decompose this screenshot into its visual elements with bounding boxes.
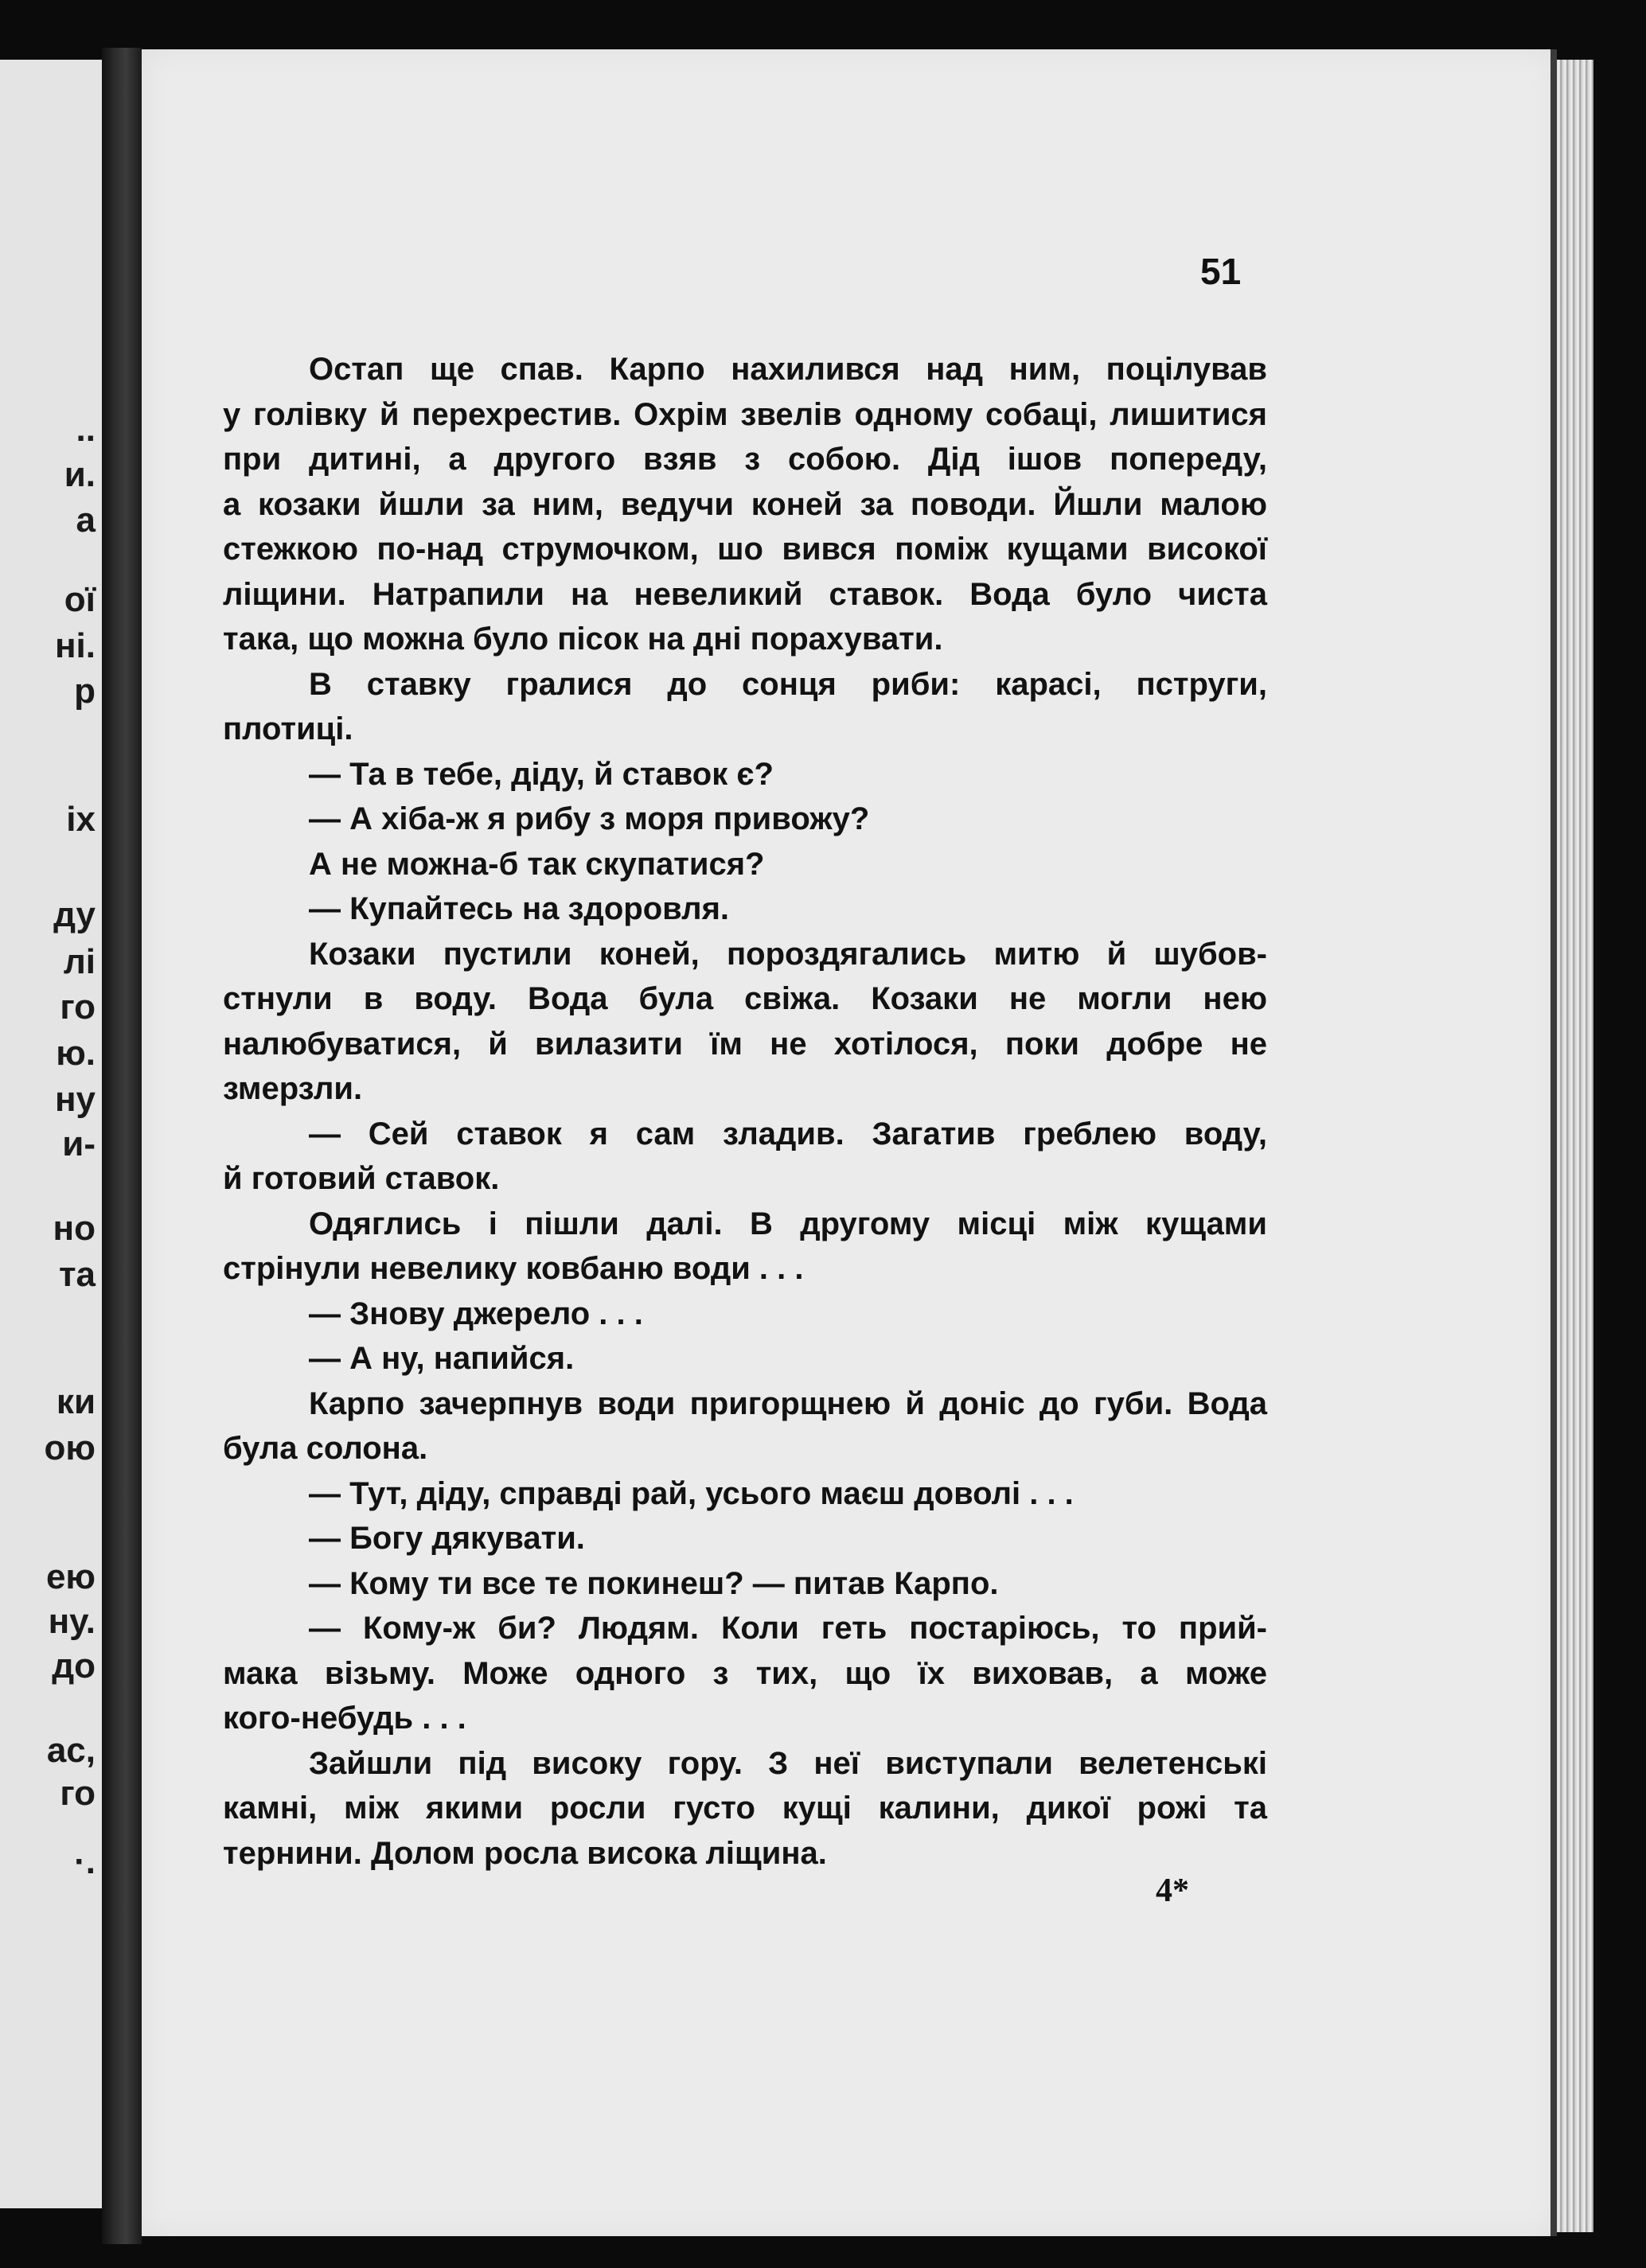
text-line: й готовий ставок. [223, 1161, 500, 1196]
previous-page-fragment: ду [53, 895, 96, 934]
previous-page-fragment: ну [54, 1080, 96, 1119]
text-line: — Знову джерело . . . [309, 1296, 643, 1331]
text-line: кого-небудь . . . [223, 1701, 466, 1736]
text-line: А не можна-б так скупатися? [309, 846, 765, 882]
previous-page-fragment: іх [66, 800, 96, 839]
previous-page-fragment: лі [63, 942, 96, 981]
previous-page-fragment: та [58, 1255, 96, 1294]
text-line: ліщини. Натрапили на невеликий ставок. Вода було чиста [223, 576, 1267, 612]
text-line: тернини. Долом росла висока ліщина. [223, 1835, 827, 1871]
text-line: плотиці. [223, 711, 353, 746]
text-line: у голівку й перехрестив. Охрім звелів одному собаці, лишитися [223, 396, 1267, 432]
text-line: Карпо зачерпнув води пригорщнею й доніс до губи. Вода [309, 1385, 1267, 1421]
text-line: а козаки йшли за ним, ведучи коней за поводи. Йшли малою [223, 486, 1267, 522]
text-line: камні, між якими росли густо кущі калини, дикої рожі та [223, 1791, 1267, 1826]
text-line: була солона. [223, 1431, 428, 1466]
previous-page-fragment: ні. [54, 626, 96, 665]
book-gutter [102, 48, 142, 2244]
previous-page-fragment: и. [64, 455, 96, 494]
text-line: Козаки пустили коней, пороздягались митю й шубов- [309, 936, 1267, 972]
previous-page-fragment: а [76, 501, 96, 540]
text-line: стрінули невелику ковбаню води . . . [223, 1251, 804, 1286]
previous-page-fragment: .. [76, 410, 96, 449]
text-line: при дитині, а другого взяв з собою. Дід ішов попереду, [223, 442, 1267, 477]
text-line: стнули в воду. Вода була свіжа. Козаки не могли нею [223, 981, 1267, 1016]
page-number: 51 [1200, 251, 1242, 292]
text-line: В ставку гралися до сонця риби: карасі, пструги, [309, 666, 1267, 702]
text-line: — Кому ти все те покинеш? — питав Карпо. [309, 1565, 999, 1601]
previous-page-fragment: го [60, 988, 96, 1027]
previous-page-fragment: го [60, 1774, 96, 1813]
page-body-text [223, 347, 1267, 1876]
previous-page-fragment: ею [45, 1557, 96, 1596]
text-line: — Кому-ж би? Людям. Коли геть постаріюсь, то прий- [309, 1611, 1267, 1646]
previous-page-fragment: ю. [56, 1034, 96, 1073]
text-line: стежкою по-над струмочком, шо вився поміж кущами високої [223, 532, 1267, 567]
page-edge-shadow [1550, 49, 1557, 2236]
text-line: — А ну, напийся. [309, 1341, 575, 1376]
previous-page-fragment: до [52, 1646, 96, 1685]
text-line: мака візьму. Може одного з тих, що їх виховав, а може [223, 1655, 1267, 1691]
text-line: така, що можна було пісок на дні порахувати. [223, 622, 943, 657]
text-line: Зайшли під високу гору. З неї виступали велетенські [309, 1745, 1267, 1781]
text-line: — Богу дякувати. [309, 1521, 585, 1556]
text-line: — А хіба-ж я рибу з моря привожу? [309, 801, 870, 836]
text-line: налюбуватися, й вилазити їм не хотілося, поки добре не [223, 1026, 1267, 1062]
previous-page-fragment: но [53, 1209, 96, 1248]
previous-page-fragment: ну. [48, 1602, 96, 1641]
text-line: Остап ще спав. Карпо нахилився над ним, поцілував [309, 352, 1267, 387]
text-line: змерзли. [223, 1071, 363, 1106]
previous-page-fragment: ої [64, 580, 96, 619]
text-line: — Тут, діду, справді рай, усього маєш доволі . . . [309, 1475, 1074, 1511]
previous-page-fragment: ас, [46, 1731, 96, 1770]
previous-page-fragment: ою [44, 1428, 96, 1467]
text-line: — Та в тебе, діду, й ставок є? [309, 756, 774, 792]
text-line: Одяглись і пішли далі. В другому місці між кущами [309, 1206, 1267, 1241]
previous-page-fragment: ки [56, 1382, 96, 1421]
text-line: — Купайтесь на здоровля. [309, 891, 730, 926]
previous-page-edge [0, 60, 102, 2208]
previous-page-fragment: ·. [74, 1842, 96, 1881]
page-stack-edge [1557, 60, 1593, 2232]
text-line: — Сей ставок я сам зладив. Загатив греблею воду, [309, 1116, 1267, 1152]
previous-page-fragment: и- [62, 1124, 96, 1163]
signature-mark: 4* [1156, 1872, 1189, 1909]
previous-page-fragment: р [74, 672, 96, 711]
